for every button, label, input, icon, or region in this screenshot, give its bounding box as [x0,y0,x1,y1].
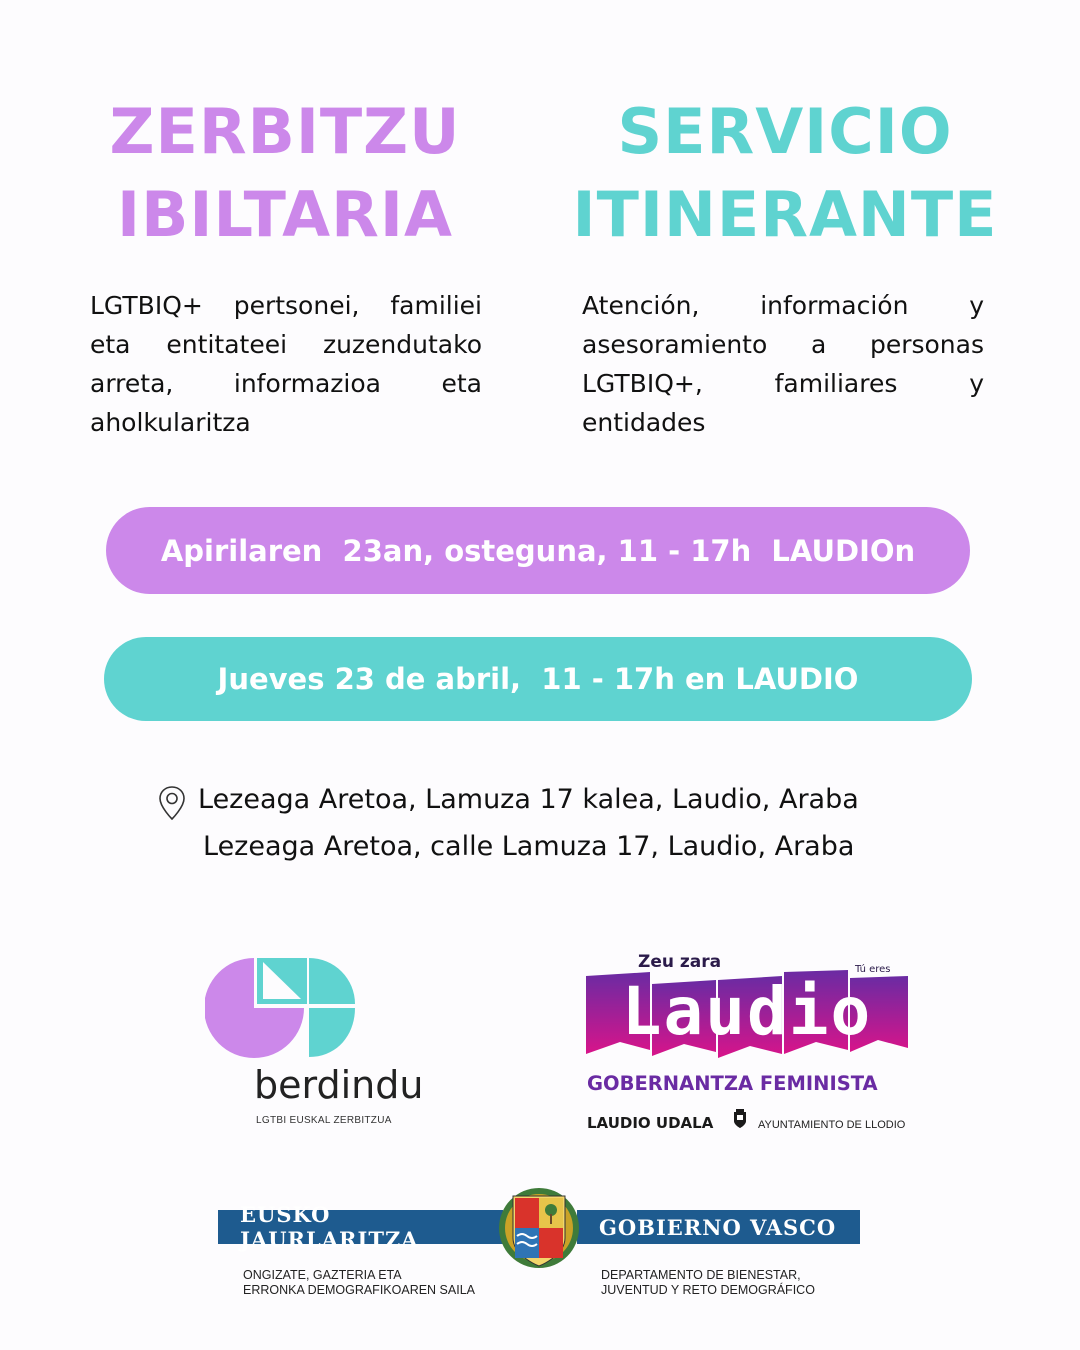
title-es-line2: ITINERANTE [572,178,998,251]
schedule-eu-text: Apirilaren 23an, osteguna, 11 - 17h LAUDIOn [160,533,916,568]
title-eu-line1: ZERBITZU [109,95,461,168]
gov-name-es: GOBIERNO VASCO [599,1214,837,1240]
laudio-udala: LAUDIO UDALA [587,1114,714,1132]
laudio-ayuntamiento: AYUNTAMIENTO DE LLODIO [758,1119,906,1131]
gov-dept-es-line1: DEPARTAMENTO DE BIENESTAR, [601,1268,801,1282]
description-eu: LGTBIQ+ pertsonei, familiei eta entitateei zuzendutako arreta, informazioa eta aholkularitza [90,291,482,437]
location-pin-icon [157,785,187,821]
laudio-wordmark [586,970,908,1058]
title-eu-line2: IBILTARIA [117,178,453,251]
berdindu-tagline: LGTBI EUSKAL ZERBITZUA [256,1115,392,1126]
schedule-pill-es [104,637,972,721]
gov-bar-es [577,1210,860,1244]
gov-dept-eu-line2: ERRONKA DEMOGRAFIKOAREN SAILA [243,1283,475,1297]
coat-of-arms-icon [733,1109,747,1129]
title-es-line1: SERVICIO [617,95,953,168]
schedule-pill-eu [106,507,970,594]
laudio-gobernantza: GOBERNANTZA FEMINISTA [587,1072,878,1095]
gov-dept-eu-line1: ONGIZATE, GAZTERIA ETA [243,1268,402,1282]
gov-dept-es-line2: JUVENTUD Y RETO DEMOGRÁFICO [601,1283,815,1297]
gov-name-eu: EUSKO JAURLARITZA [240,1202,419,1252]
address-es: Lezeaga Aretoa, calle Lamuza 17, Laudio, Araba [203,831,855,862]
berdindu-logo-mark [205,957,357,1059]
basque-government-shield-icon [497,1186,581,1270]
gov-bar-eu [218,1202,503,1252]
laudio-tu-eres: Tú eres [855,964,891,975]
schedule-es-text: Jueves 23 de abril, 11 - 17h en LAUDIO [217,662,859,696]
laudio-zeu-zara: Zeu zara [638,952,722,972]
laudio-wordmark-text: Laudio [621,973,873,1050]
berdindu-name: berdindu [254,1063,424,1107]
description-es: Atención, información y asesoramiento a personas LGTBIQ+, familiares y entidades [582,291,984,437]
address-eu: Lezeaga Aretoa, Lamuza 17 kalea, Laudio, Araba [198,784,859,815]
